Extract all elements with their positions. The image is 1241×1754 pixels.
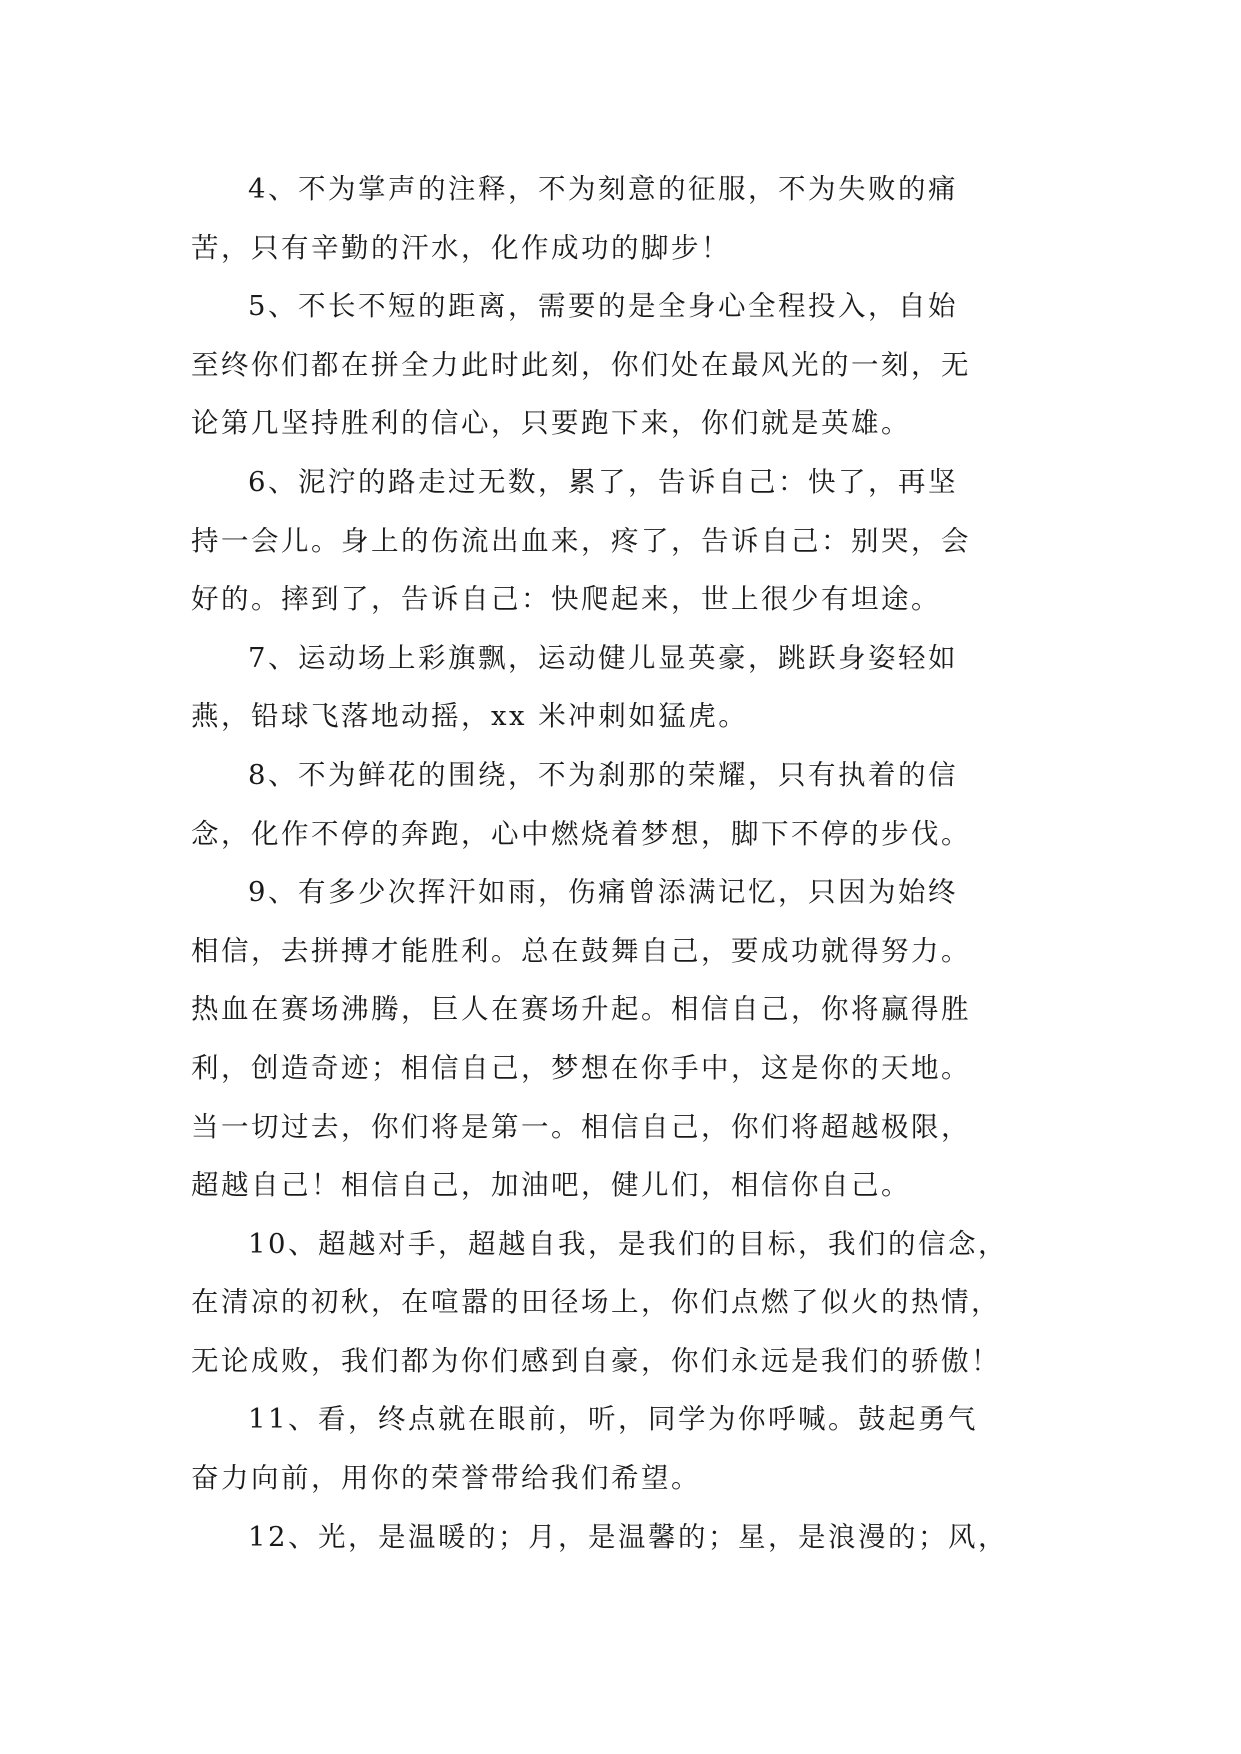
- text-line: 超越自己！相信自己，加油吧，健儿们，相信你自己。: [191, 1169, 911, 1202]
- text-line: 12、光，是温暖的；月，是温馨的；星，是浪漫的；风，: [248, 1520, 1008, 1553]
- text-line: 论第几坚持胜利的信心，只要跑下来，你们就是英雄。: [191, 407, 911, 440]
- text-line: 8、不为鲜花的围绕，不为刹那的荣耀，只有执着的信: [248, 758, 958, 791]
- text-line: 11、看，终点就在眼前，听，同学为你呼喊。鼓起勇气: [248, 1403, 978, 1436]
- text-line: 7、运动场上彩旗飘，运动健儿显英豪，跳跃身姿轻如: [248, 641, 958, 674]
- text-line: 热血在赛场沸腾，巨人在赛场升起。相信自己，你将赢得胜: [191, 993, 971, 1026]
- text-line: 6、泥泞的路走过无数，累了，告诉自己：快了，再坚: [248, 465, 958, 498]
- text-line: 10、超越对手，超越自我，是我们的目标，我们的信念，: [248, 1227, 1008, 1260]
- text-line: 持一会儿。身上的伤流出血来，疼了，告诉自己：别哭，会: [191, 524, 971, 557]
- text-line: 当一切过去，你们将是第一。相信自己，你们将超越极限，: [191, 1110, 971, 1143]
- text-line: 好的。摔到了，告诉自己：快爬起来，世上很少有坦途。: [191, 583, 941, 616]
- document-body: [191, 160, 1051, 1566]
- text-line: 无论成败，我们都为你们感到自豪，你们永远是我们的骄傲！: [191, 1344, 1001, 1377]
- text-line: 至终你们都在拼全力此时此刻，你们处在最风光的一刻，无: [191, 348, 971, 381]
- text-line: 奋力向前，用你的荣誉带给我们希望。: [191, 1462, 701, 1495]
- text-line: 5、不长不短的距离，需要的是全身心全程投入，自始: [248, 290, 958, 323]
- text-line: 利，创造奇迹；相信自己，梦想在你手中，这是你的天地。: [191, 1051, 971, 1084]
- text-line: 相信，去拼搏才能胜利。总在鼓舞自己，要成功就得努力。: [191, 934, 971, 967]
- text-line: 念，化作不停的奔跑，心中燃烧着梦想，脚下不停的步伐。: [191, 817, 971, 850]
- text-line: 燕，铅球飞落地动摇，xx 米冲刺如猛虎。: [191, 700, 749, 733]
- text-line: 9、有多少次挥汗如雨，伤痛曾添满记忆，只因为始终: [248, 876, 958, 909]
- text-line: 4、不为掌声的注释，不为刻意的征服，不为失败的痛: [248, 173, 958, 205]
- text-line: 苦，只有辛勤的汗水，化作成功的脚步！: [191, 231, 731, 264]
- text-line: 在清凉的初秋，在喧嚣的田径场上，你们点燃了似火的热情，: [191, 1286, 1001, 1319]
